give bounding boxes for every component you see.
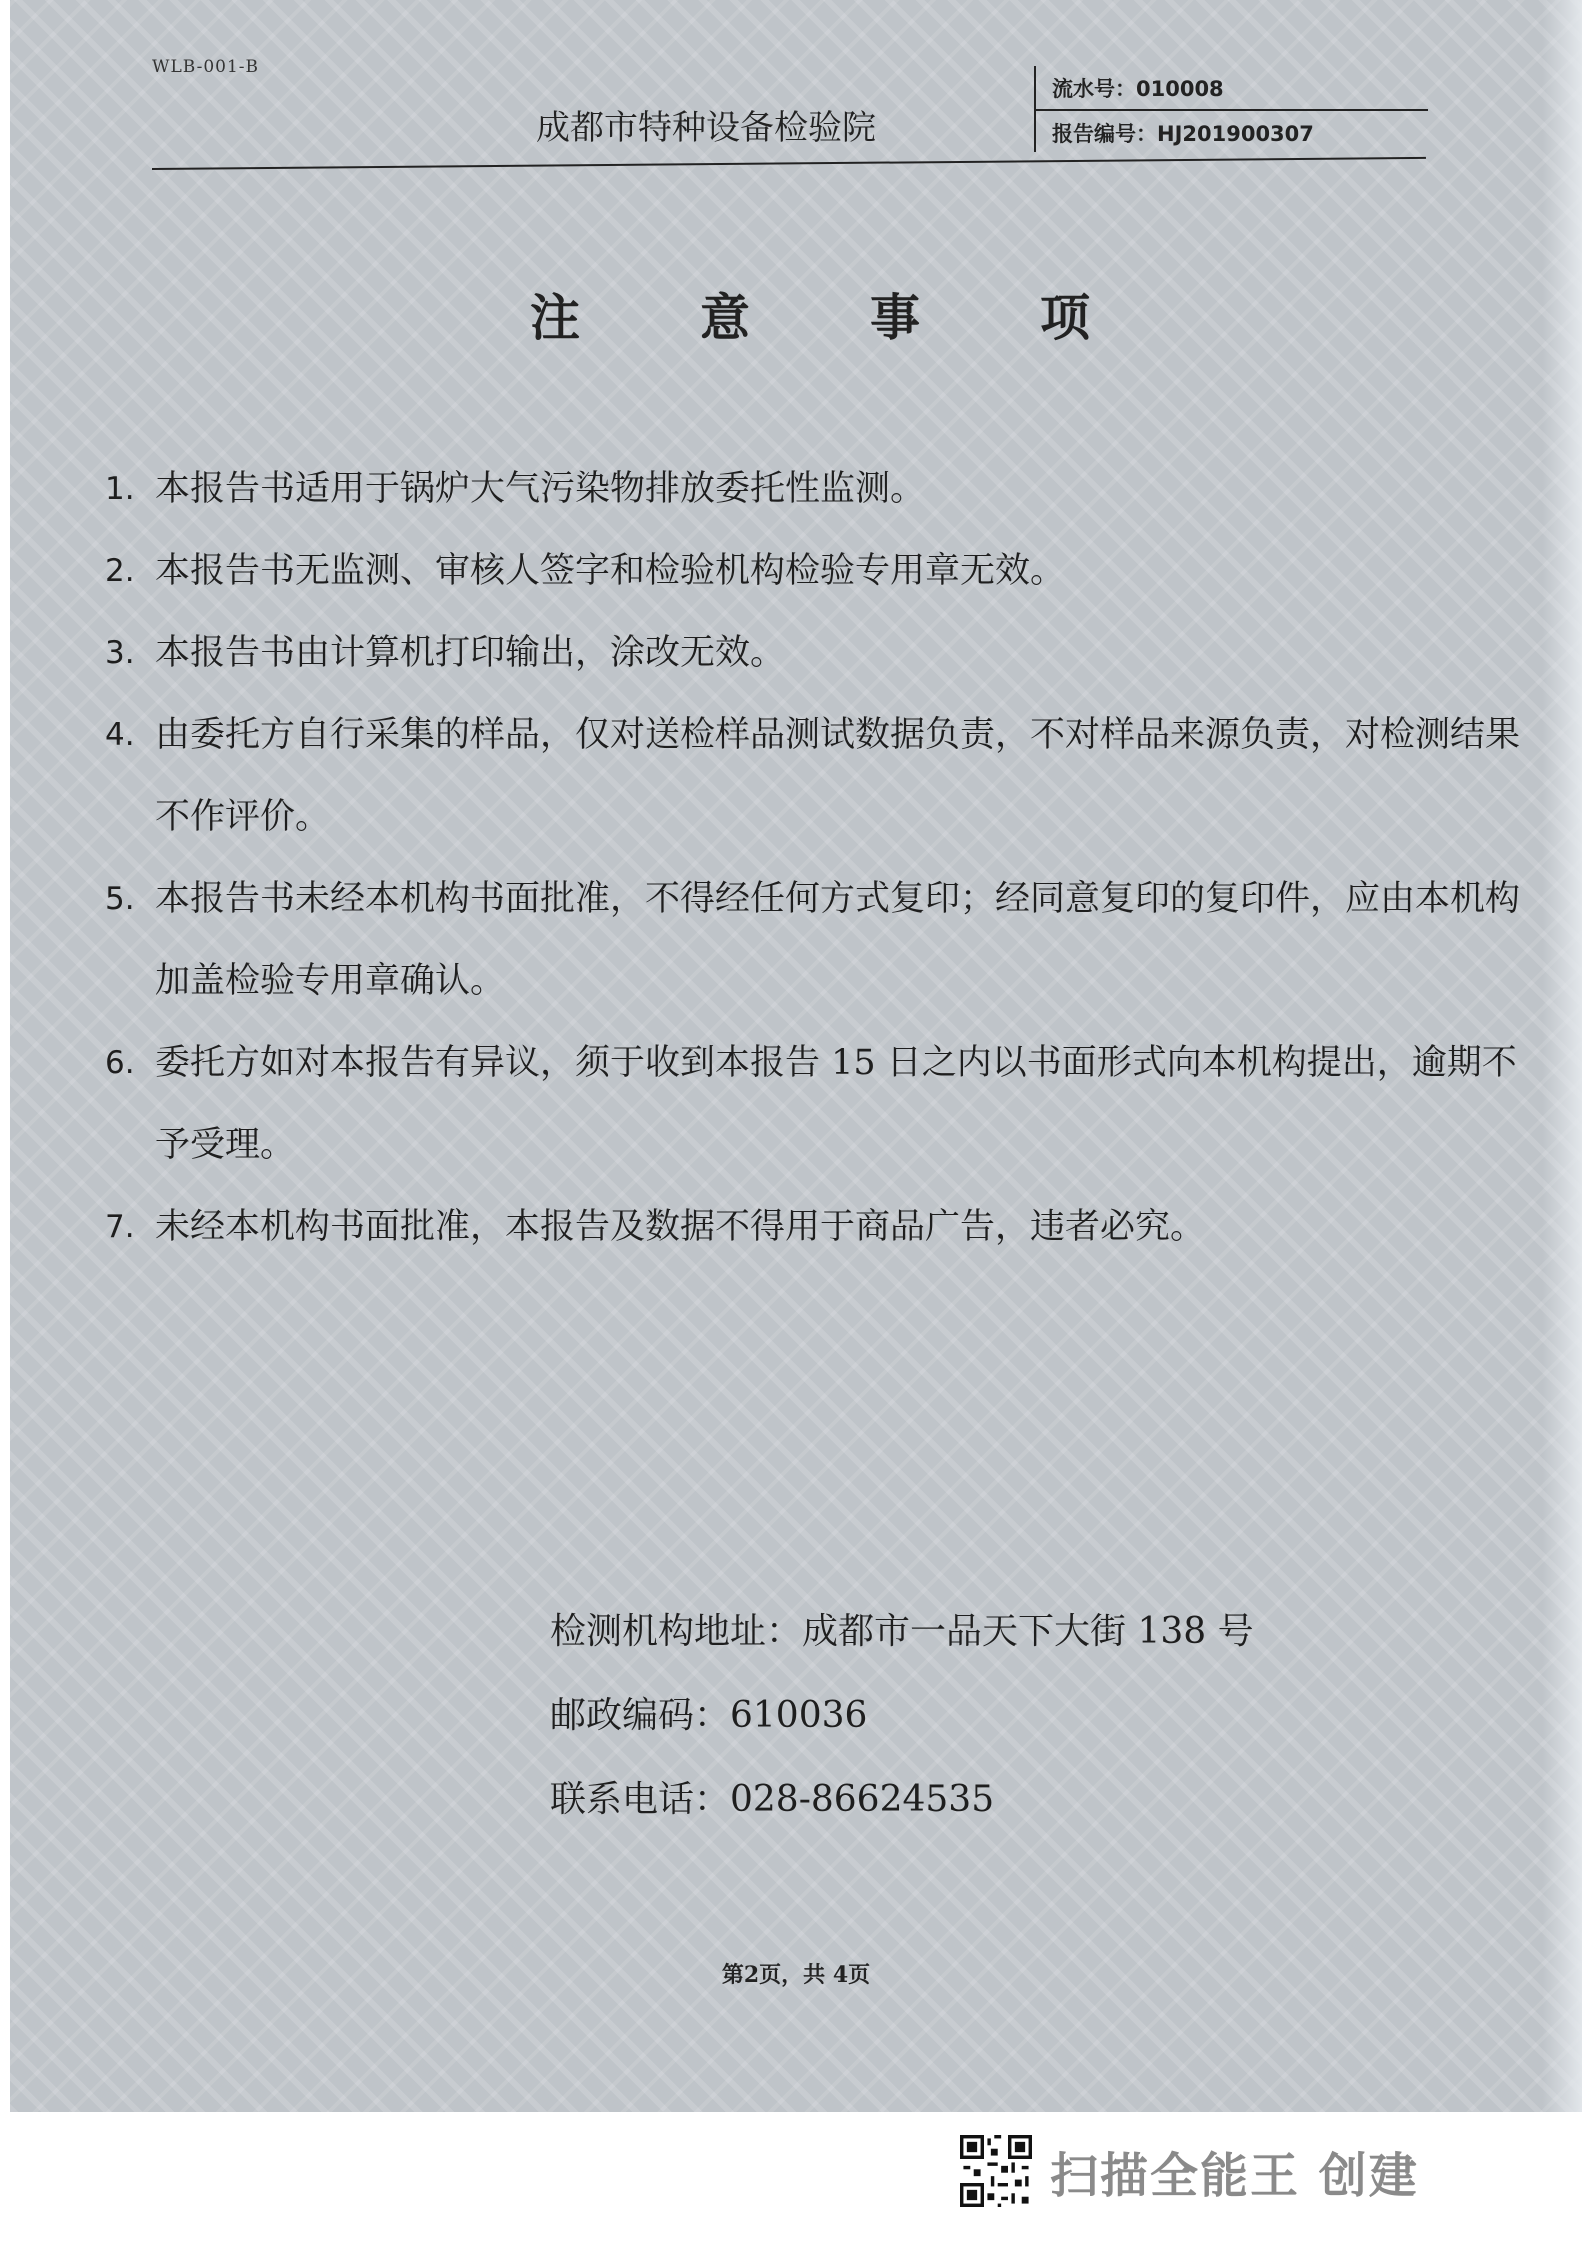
notice-number: 1.: [105, 471, 135, 507]
paper-edge: [1542, 0, 1582, 2112]
serial-number: 流水号：010008: [1036, 66, 1428, 111]
document-page: [10, 0, 1582, 2112]
title-char: 注: [530, 289, 580, 347]
report-number: 报告编号：HJ201900307: [1052, 121, 1314, 146]
notice-number: 4.: [105, 717, 135, 753]
notice-item: [105, 1186, 1525, 1268]
notice-text: 委托方如对本报告有异议，须于收到本报告 15 日之内以书面形式向本机构提出，逾期不予受理。: [155, 1043, 1517, 1165]
page-indicator: 第2页，共 4页: [721, 1962, 871, 1988]
notice-item: [105, 858, 1525, 1022]
header-divider: [152, 157, 1426, 170]
page-title: [530, 278, 1090, 350]
title-char: 意: [700, 289, 750, 347]
title-char: 项: [1040, 289, 1090, 347]
title-char: 事: [870, 289, 920, 347]
report-meta-box: [1034, 66, 1428, 152]
notice-text: 本报告书适用于锅炉大气污染物排放委托性监测。: [155, 469, 926, 509]
organization-name: 成都市特种设备检验院: [536, 108, 876, 148]
notice-item: [105, 530, 1525, 612]
address: 检测机构地址：成都市一品天下大街 138 号: [550, 1611, 1254, 1652]
notice-text: 由委托方自行采集的样品，仅对送检样品测试数据负责，不对样品来源负责，对检测结果不作评价。: [155, 715, 1521, 837]
notice-item: [105, 612, 1525, 694]
scanner-label: 扫描全能王 创建: [1050, 2147, 1419, 2204]
notice-text: 本报告书未经本机构书面批准，不得经任何方式复印；经同意复印的复印件，应由本机构加盖检验专用章确认。: [155, 879, 1521, 1001]
notice-text: 本报告书由计算机打印输出，涂改无效。: [155, 633, 786, 673]
notice-text: 未经本机构书面批准，本报告及数据不得用于商品广告，违者必究。: [155, 1207, 1206, 1247]
postcode: 邮政编码：610036: [550, 1695, 868, 1736]
form-code: WLB-001-B: [152, 57, 259, 77]
notice-item: [105, 694, 1525, 858]
notice-number: 2.: [105, 553, 135, 589]
notice-item: [105, 448, 1525, 530]
notice-list: [105, 448, 1525, 1268]
contact-info: [550, 1590, 1254, 1842]
qr-code-icon: [960, 2135, 1032, 2207]
notice-number: 7.: [105, 1209, 135, 1245]
notice-text: 本报告书无监测、审核人签字和检验机构检验专用章无效。: [155, 551, 1066, 591]
notice-number: 6.: [105, 1045, 135, 1081]
notice-number: 5.: [105, 881, 135, 917]
scanner-watermark: [960, 2135, 1419, 2207]
phone: 联系电话：028-86624535: [550, 1779, 995, 1820]
notice-item: [105, 1022, 1525, 1186]
notice-number: 3.: [105, 635, 135, 671]
